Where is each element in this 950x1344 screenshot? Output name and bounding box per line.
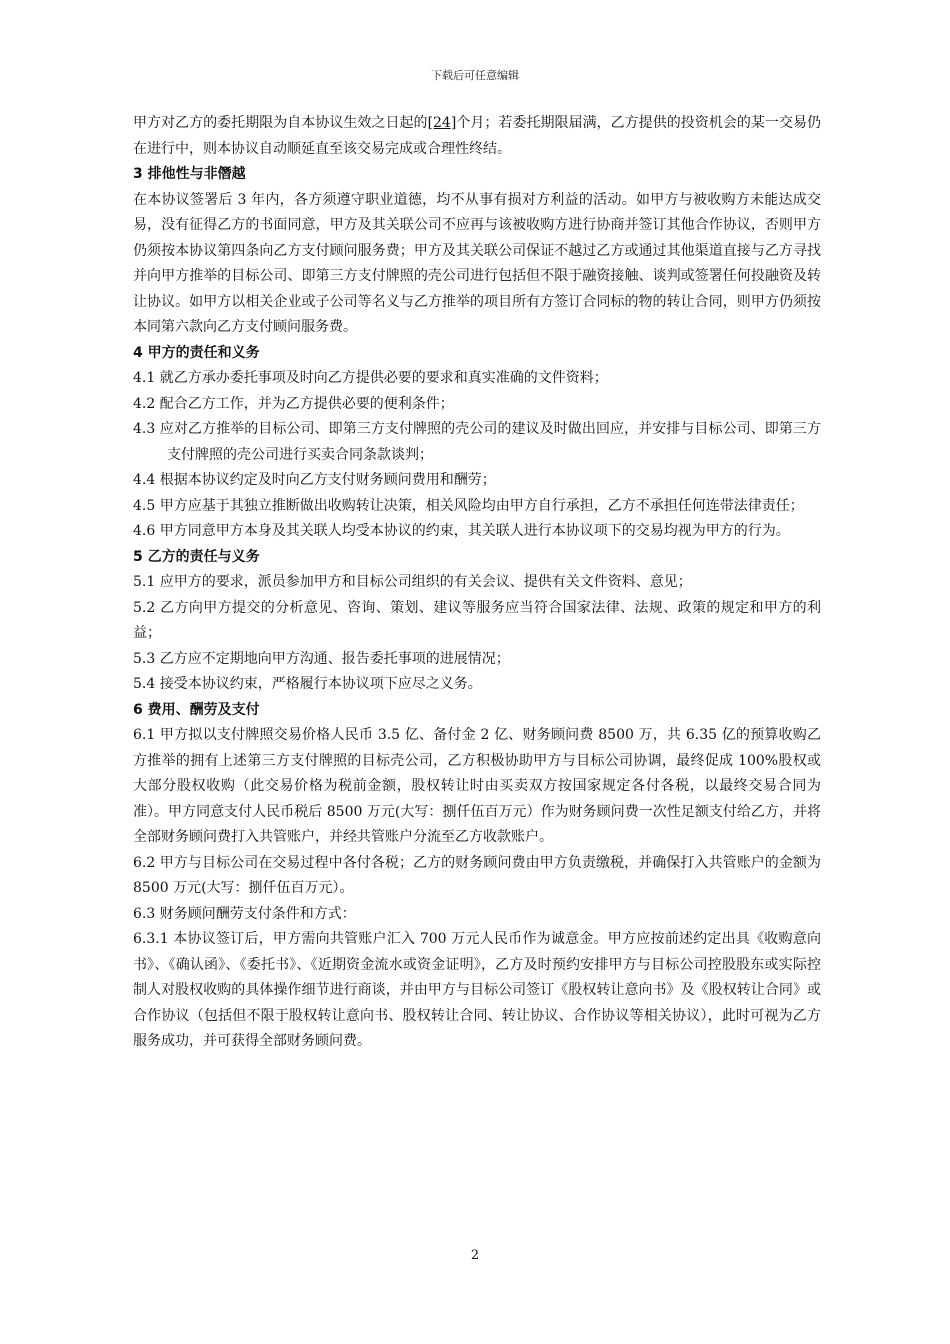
clause-5-2: 5.2 乙方向甲方提交的分析意见、咨询、策划、建议等服务应当符合国家法律、法规、政策的规定和甲方的利益； [133,599,821,641]
term-months-link[interactable]: [24] [427,115,457,131]
clause-4-2: 4.2 配合乙方工作，并为乙方提供必要的便利条件； [133,395,454,412]
clause-4-6: 4.6 甲方同意甲方本身及其关联人均受本协议的约束，其关联人进行本协议项下的交易均视为甲方的行为。 [133,523,790,539]
clause-6-3-1: 6.3.1 本协议签订后，甲方需向共管账户汇入 700 万元人民币作为诚意金。甲方应按前述约定出具《收购意向书》、《确认函》、《委托书》、《近期资金流水或资金证明》，乙方及时预约安排甲方与目标公司控股股东或实际控制人对股权收购的具体操作细节进行商谈，并由甲方与目标公司签订《股权转让意向书》及《股权转让合同》或合作协议（包括但不限于股权转让意向书、股权转让合同、转让协议、合作协议等相关协议），此时可视为乙方服务成功，并可获得全部财务顾问费。 [133,931,821,1049]
document-body [133,111,821,1055]
clause-5-4: 5.4 接受本协议约束，严格履行本协议项下应尽之义务。 [133,676,482,692]
clause-5-1: 5.1 应甲方的要求，派员参加甲方和目标公司组织的有关会议、提供有关文件资料、意见； [133,574,692,590]
term-text-start: 甲方对乙方的委托期限为自本协议生效之日起的 [133,115,428,131]
page-number: 2 [470,1248,480,1263]
clause-4-1: 4.1 就乙方承办委托事项及时向乙方提供必要的要求和真实准确的文件资料； [133,370,608,386]
section-heading-5: 5 乙方的责任与义务 [133,548,260,565]
clause-5-3: 5.3 乙方应不定期地向甲方沟通、报告委托事项的进展情况； [133,650,510,667]
term-text-end: 个月；若委托期限届满，乙方提供的投资机会的某一交易仍在进行中，则本协议自动顺延直至该交易完成或合理性终结。 [133,115,822,157]
section-heading-3: 3 排他性与非僭越 [133,166,246,182]
clause-6-3: 6.3 财务顾问酬劳支付条件和方式： [133,905,356,922]
term-paragraph [133,111,821,162]
clause-4-4: 4.4 根据本协议约定及时向乙方支付财务顾问费用和酬劳； [133,472,496,488]
section-heading-4: 4 甲方的责任和义务 [133,344,260,361]
exclusivity-paragraph: 在本协议签署后 3 年内，各方须遵守职业道德，均不从事有损对方利益的活动。如甲方与被收购方未能达成交易，没有征得乙方的书面同意，甲方及其关联公司不应再与该被收购方进行协商并签订其他合作协议，否则甲方仍须按本协议第四条向乙方支付顾问服务费；甲方及其关联公司保证不越过乙方或通过其他渠道直接与乙方寻找并向甲方推举的目标公司、即第三方支付牌照的壳公司进行包括但不限于融资接触、谈判或签署任何投融资及转让协议。如甲方以相关企业或子公司等名义与乙方推举的项目所有方签订合同标的物的转让合同，则甲方仍须按本同第六款向乙方支付顾问服务费。 [133,191,821,335]
page-header: 下载后可任意编辑 [431,69,519,82]
clause-4-3: 4.3 应对乙方推举的目标公司、即第三方支付牌照的壳公司的建议及时做出回应，并安排与目标公司、即第三方支付牌照的壳公司进行买卖合同条款谈判； [133,421,821,463]
clause-6-1: 6.1 甲方拟以支付牌照交易价格人民币 3.5 亿、备付金 2 亿、财务顾问费 8500 万，共 6.35 亿的预算收购乙方推举的拥有上述第三方支付牌照的目标壳公司，乙方积极协助甲方与目标公司协调，最终促成 100%股权或大部分股权收购（此交易价格为税前金额，股权转让时由买卖双方按国家规定各付各税，以最终交易合同为准）。甲方同意支付人民币税后 8500 万元(大写：捌仟伍百万元）作为财务顾问费一次性足额支付给乙方，并将全部财务顾问费打入共管账户，并经共管账户分流至乙方收款账户。 [133,727,821,845]
clause-6-2: 6.2 甲方与目标公司在交易过程中各付各税；乙方的财务顾问费由甲方负责缴税，并确保打入共管账户的金额为 8500 万元(大写：捌仟伍百万元）。 [133,854,821,896]
clause-4-5: 4.5 甲方应基于其独立推断做出收购转让决策，相关风险均由甲方自行承担，乙方不承担任何连带法律责任； [133,497,804,514]
section-heading-6: 6 费用、酬劳及支付 [133,701,260,718]
